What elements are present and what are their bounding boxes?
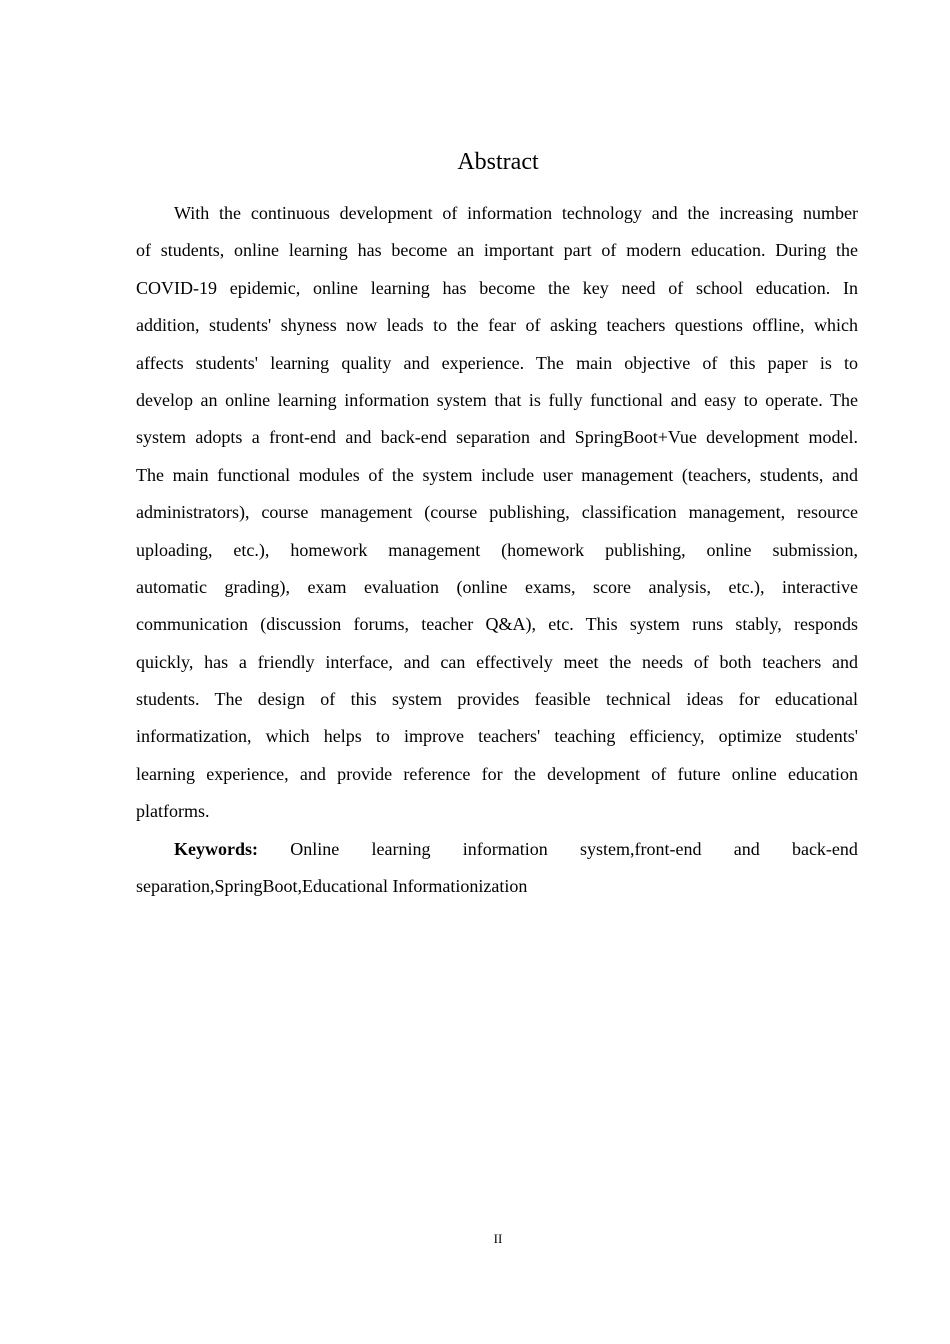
abstract-line: With the continuous development of information technology and the increasing number (174, 203, 858, 223)
abstract-line: students. The design of this system provides feasible technical ideas for educational (136, 689, 858, 710)
abstract-line: COVID-19 epidemic, online learning has become the key need of school education. In (136, 277, 858, 298)
keyword-word: system,front-end (579, 838, 702, 859)
abstract-line: develop an online learning information system that is fully functional and easy to operate. The (136, 389, 858, 410)
abstract-line: communication (discussion forums, teacher Q&A), etc. This system runs stably, responds (136, 614, 858, 635)
keywords-line-2: separation,SpringBoot,Educational Informationization (136, 876, 528, 897)
abstract-title: Abstract (457, 149, 539, 175)
abstract-line: quickly, has a friendly interface, and can effectively meet the needs of both teachers and (136, 651, 858, 672)
abstract-line: informatization, which helps to improve teachers' teaching efficiency, optimize students' (136, 726, 858, 747)
keyword-word: information (462, 838, 548, 859)
keywords-line (136, 831, 858, 868)
keyword-word: learning (371, 838, 431, 859)
abstract-line: The main functional modules of the system include user management (teachers, students, and (136, 464, 858, 485)
abstract-line: of students, online learning has become an important part of modern education. During the (136, 240, 858, 261)
abstract-line: learning experience, and provide reference for the development of future online education (136, 763, 858, 784)
abstract-line: system adopts a front-end and back-end separation and SpringBoot+Vue development model. (136, 427, 858, 448)
keyword-word: and (733, 838, 760, 859)
keywords-label: Keywords: (174, 838, 258, 859)
abstract-line: affects students' learning quality and experience. The main objective of this paper is to (136, 352, 858, 373)
abstract-line: platforms. (136, 801, 210, 822)
abstract-line: automatic grading), exam evaluation (online exams, score analysis, etc.), interactive (136, 576, 858, 597)
keyword-word: back-end (791, 838, 858, 859)
abstract-paragraph (136, 195, 858, 831)
keyword-word: Online (290, 838, 340, 859)
page-number: II (493, 1231, 503, 1246)
abstract-line: addition, students' shyness now leads to the fear of asking teachers questions offline, which (136, 315, 858, 336)
abstract-body (136, 195, 858, 905)
abstract-line: administrators), course management (course publishing, classification management, resource (136, 502, 858, 523)
abstract-line: uploading, etc.), homework management (homework publishing, online submission, (136, 539, 858, 560)
